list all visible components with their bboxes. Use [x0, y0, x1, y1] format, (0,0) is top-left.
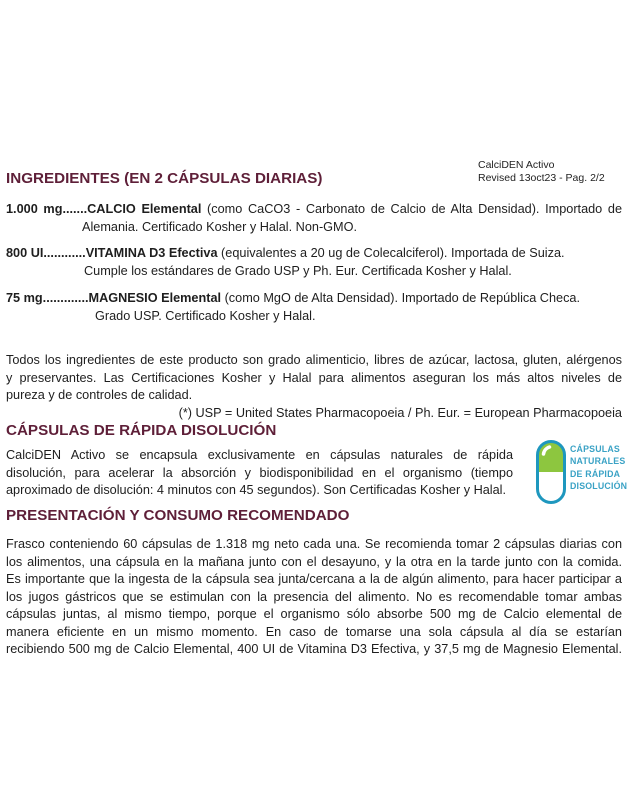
ingredient-line1 — [6, 201, 622, 219]
paragraph-line: aproximado de disolución: 4 minutos con 45 segundos). Son Certificadas Kosher y Halal. — [6, 483, 507, 497]
ingredient-line1 — [6, 290, 622, 308]
badge-caption-line: DE RÁPIDA — [570, 468, 621, 479]
capsule-badge-caption — [570, 443, 627, 493]
product-name: CalciDEN Activo — [478, 159, 555, 171]
ingredient-row-calcio — [6, 201, 622, 236]
ingredient-name: MAGNESIO Elemental — [88, 291, 222, 305]
ingredient-name: CALCIO Elemental — [87, 202, 202, 216]
badge-caption-line: CÁPSULAS — [570, 444, 620, 454]
section-title-dissolution: CÁPSULAS DE RÁPIDA DISOLUCIÓN — [6, 422, 277, 439]
paragraph-line: Es importante que la ingesta de la cápsula sea junta/cercana a la de algún alimento, para hacer participar a — [6, 572, 622, 586]
capsule-pill-icon — [536, 440, 566, 504]
consumption-paragraph — [6, 536, 622, 659]
ingredient-description: (como MgO de Alta Densidad). Importado de República Checa. — [221, 291, 581, 305]
paragraph-line: manera eficiente en un mismo momento. En caso de tomarse una sola cápsula al día se estarían — [6, 624, 622, 639]
paragraph-line: Todos los ingredientes de este producto son grado alimenticio, libres de azúcar, lactosa, gluten, alérgenos — [6, 353, 622, 367]
ingredient-line1 — [6, 245, 622, 263]
ingredient-line2: Alemania. Certificado Kosher y Halal. Non-GMO. — [82, 219, 357, 234]
paragraph-line: los jugos gástricos que se estimulan con la presencia del alimento. No es recomendable tomar ambas — [6, 589, 622, 604]
paragraph-line: y preservantes. Las Certificaciones Kosher y Halal para alimentos aseguran los más altos niveles de — [6, 370, 622, 385]
ingredient-description: (equivalentes a 20 ug de Colecalciferol). Importada de Suiza. — [217, 246, 565, 260]
badge-caption-line: DISOLUCIÓN — [570, 481, 628, 492]
revision-line: Revised 13oct23 - Pag. 2/2 — [478, 171, 605, 184]
paragraph-line: disolución, para acelerar la absorción y biodisponibilidad en el organismo (tiempo — [6, 465, 513, 480]
badge-caption-line: NATURALES — [570, 456, 626, 467]
paragraph-line: cápsulas juntas, al mismo tiempo, porque el organismo sólo absorbe 500 mg de Calcio elemental de — [6, 607, 622, 621]
section-title-consumption: PRESENTACIÓN Y CONSUMO RECOMENDADO — [6, 507, 350, 524]
document-meta — [478, 159, 605, 184]
usp-note: (*) USP = United States Pharmacopoeia / Ph. Eur. = European Pharmacopoeia — [178, 405, 622, 420]
ingredient-name: VITAMINA D3 Efectiva — [85, 246, 218, 260]
paragraph-line: Frasco conteniendo 60 cápsulas de 1.318 mg neto cada una. Se recomienda tomar 2 cápsulas diarias con — [6, 537, 622, 551]
section-title-ingredients: INGREDIENTES (EN 2 CÁPSULAS DIARIAS) — [6, 170, 323, 187]
dissolution-paragraph — [6, 447, 513, 500]
ingredient-row-magnesio — [6, 290, 622, 325]
ingredient-amount: 800 UI............ — [6, 246, 86, 260]
capsule-icon — [536, 440, 566, 509]
ingredient-description: (como CaCO3 - Carbonato de Calcio de Alta Densidad). Importado de — [201, 202, 623, 216]
ingredient-line2: Grado USP. Certificado Kosher y Halal. — [95, 308, 316, 323]
ingredient-row-vitamina-d3 — [6, 245, 622, 280]
quality-paragraph — [6, 352, 622, 422]
paragraph-line: CalciDEN Activo se encapsula exclusivamente en cápsulas naturales de rápida — [6, 448, 513, 462]
paragraph-line: los alimentos, una cápsula en la mañana junto con el desayuno, y la otra en la tarde junto con la comida. — [6, 554, 622, 569]
ingredient-line2: Cumple los estándares de Grado USP y Ph. Eur. Certificada Kosher y Halal. — [84, 263, 512, 278]
ingredient-amount: 75 mg............. — [6, 291, 89, 305]
paragraph-line: pureza y de controles de calidad. — [6, 388, 193, 402]
paragraph-line: recibiendo 500 mg de Calcio Elemental, 400 UI de Vitamina D3 Efectiva, y 37,5 mg de Magnesio Elemental. — [6, 642, 622, 656]
ingredient-amount: 1.000 mg....... — [6, 202, 88, 216]
